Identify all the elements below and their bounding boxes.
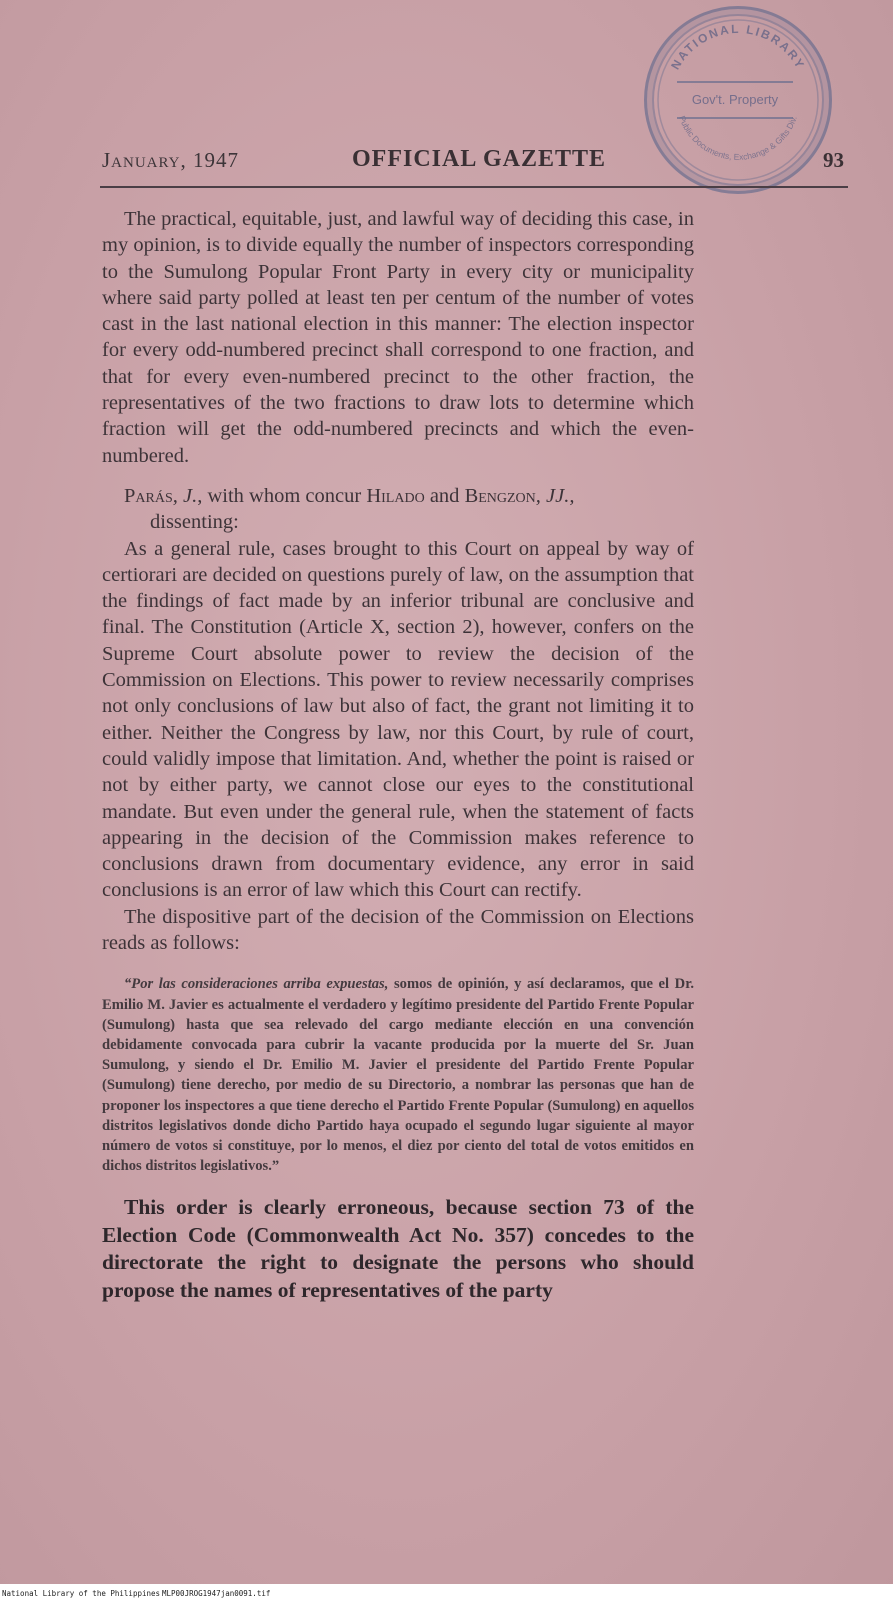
paragraph-general-rule: As a general rule, cases brought to this Court on appeal by way of certiorari are decided on questions purely of law, on the assumption that the findings of fact made by an inferior tribunal are conclusive and final. The Constitution (Article X, section 2), however, confers on the Supreme Court absolute power to review the decision of the Commission on Elections. This power to review necessarily comprises not only conclusions of law but also of fact, the grant not limiting it to either. Neither the Congress by law, nor this Court, by rule of court, could validly impose that limitation. And, whether the point is raised or not by either party, we cannot close our eyes to the constitutional mandate. But even under the general rule, when the statement of facts appearing in the decision of the Commission makes reference to conclusions drawn from documentary evidence, any error in said conclusions is an error of law which this Court can rectify. <box>102 537 694 902</box>
and-text: and <box>424 484 465 507</box>
dissent-byline <box>102 483 694 536</box>
dissenting-label: dissenting: <box>150 511 239 534</box>
paragraph-order-erroneous: This order is clearly erroneous, because section 73 of the Election Code (Commonwealth Act No. 357) concedes to the directorate the right to designate the persons who should propose the names of representatives of the party <box>102 1195 694 1302</box>
stamp-center-label: Gov't. Property <box>677 81 793 119</box>
footer-filename: MLP00JROG1947jan0091.tif <box>162 1589 271 1598</box>
scan-footer <box>0 1584 893 1604</box>
article-body <box>102 206 694 1304</box>
svg-text:NATIONAL LIBRARY <box>668 22 808 72</box>
paragraph-opinion-conclusion: The practical, equitable, just, and lawful way of deciding this case, in my opinion, is to divide equally the number of inspectors corresponding to the Sumulong Popular Front Party in every city or municipality where said party polled at least ten per centum of the number of votes cast in the last national election in this manner: The election inspector for every odd-numbered precinct shall correspond to one fraction, and that for every even-numbered precinct to the other fraction, the representatives of the two fractions to draw lots to determine which fraction will get the odd-numbered precincts and which the even-numbered. <box>102 208 694 467</box>
quote-body: somos de opinión, y así declaramos, que el Dr. Emilio M. Javier es actualmente el verdadero y legítimo presidente del Partido Frente Popular (Sumulong) hasta que sea relevado del cargo mediante elección en una convención debidamente convocada para cubrir la vacante producida por la muerte del Sr. Juan Sumulong, y siendo el Dr. Emilio M. Javier el presidente del Partido Frente Popular (Sumulong) tiene derecho, por medio de su Directorio, a nombrar las personas que han de proponer los inspectores a que tiene derecho el Partido Frente Popular (Sumulong) en aquellos distritos legislativos donde dicho Partido haya ocupado el segundo lugar siguiente al mayor número de votos si constituye, por lo menos, el diez por ciento del total de votos emitidos en dichos distritos legislativos.” <box>102 976 694 1175</box>
paragraph-dispositive-intro: The dispositive part of the decision of the Commission on Elections reads as follows: <box>102 905 694 955</box>
justices-title: , JJ., <box>535 484 575 507</box>
stamp-ring-bottom-text: Public Documents, Exchange & Gifts Div. <box>677 114 799 162</box>
running-header <box>102 148 846 178</box>
page-number: 93 <box>823 148 844 172</box>
running-title: OFFICIAL GAZETTE <box>352 146 607 172</box>
justice-name: Parás <box>124 484 173 507</box>
quoted-decision <box>102 974 694 1176</box>
concur-text: , with whom concur <box>197 484 367 507</box>
concurring-justice-2: Bengzon <box>464 484 536 507</box>
running-date: January, 1947 <box>102 148 240 172</box>
concurring-justice-1: Hilado <box>366 484 425 507</box>
quote-italic-lead: “Por las consideraciones arriba expuestas, <box>124 976 389 993</box>
header-rule <box>100 186 848 188</box>
justice-title: , J. <box>172 484 198 507</box>
footer-source: National Library of the Philippines <box>2 1589 161 1598</box>
stamp-ring-top-text: NATIONAL LIBRARY <box>668 21 808 72</box>
